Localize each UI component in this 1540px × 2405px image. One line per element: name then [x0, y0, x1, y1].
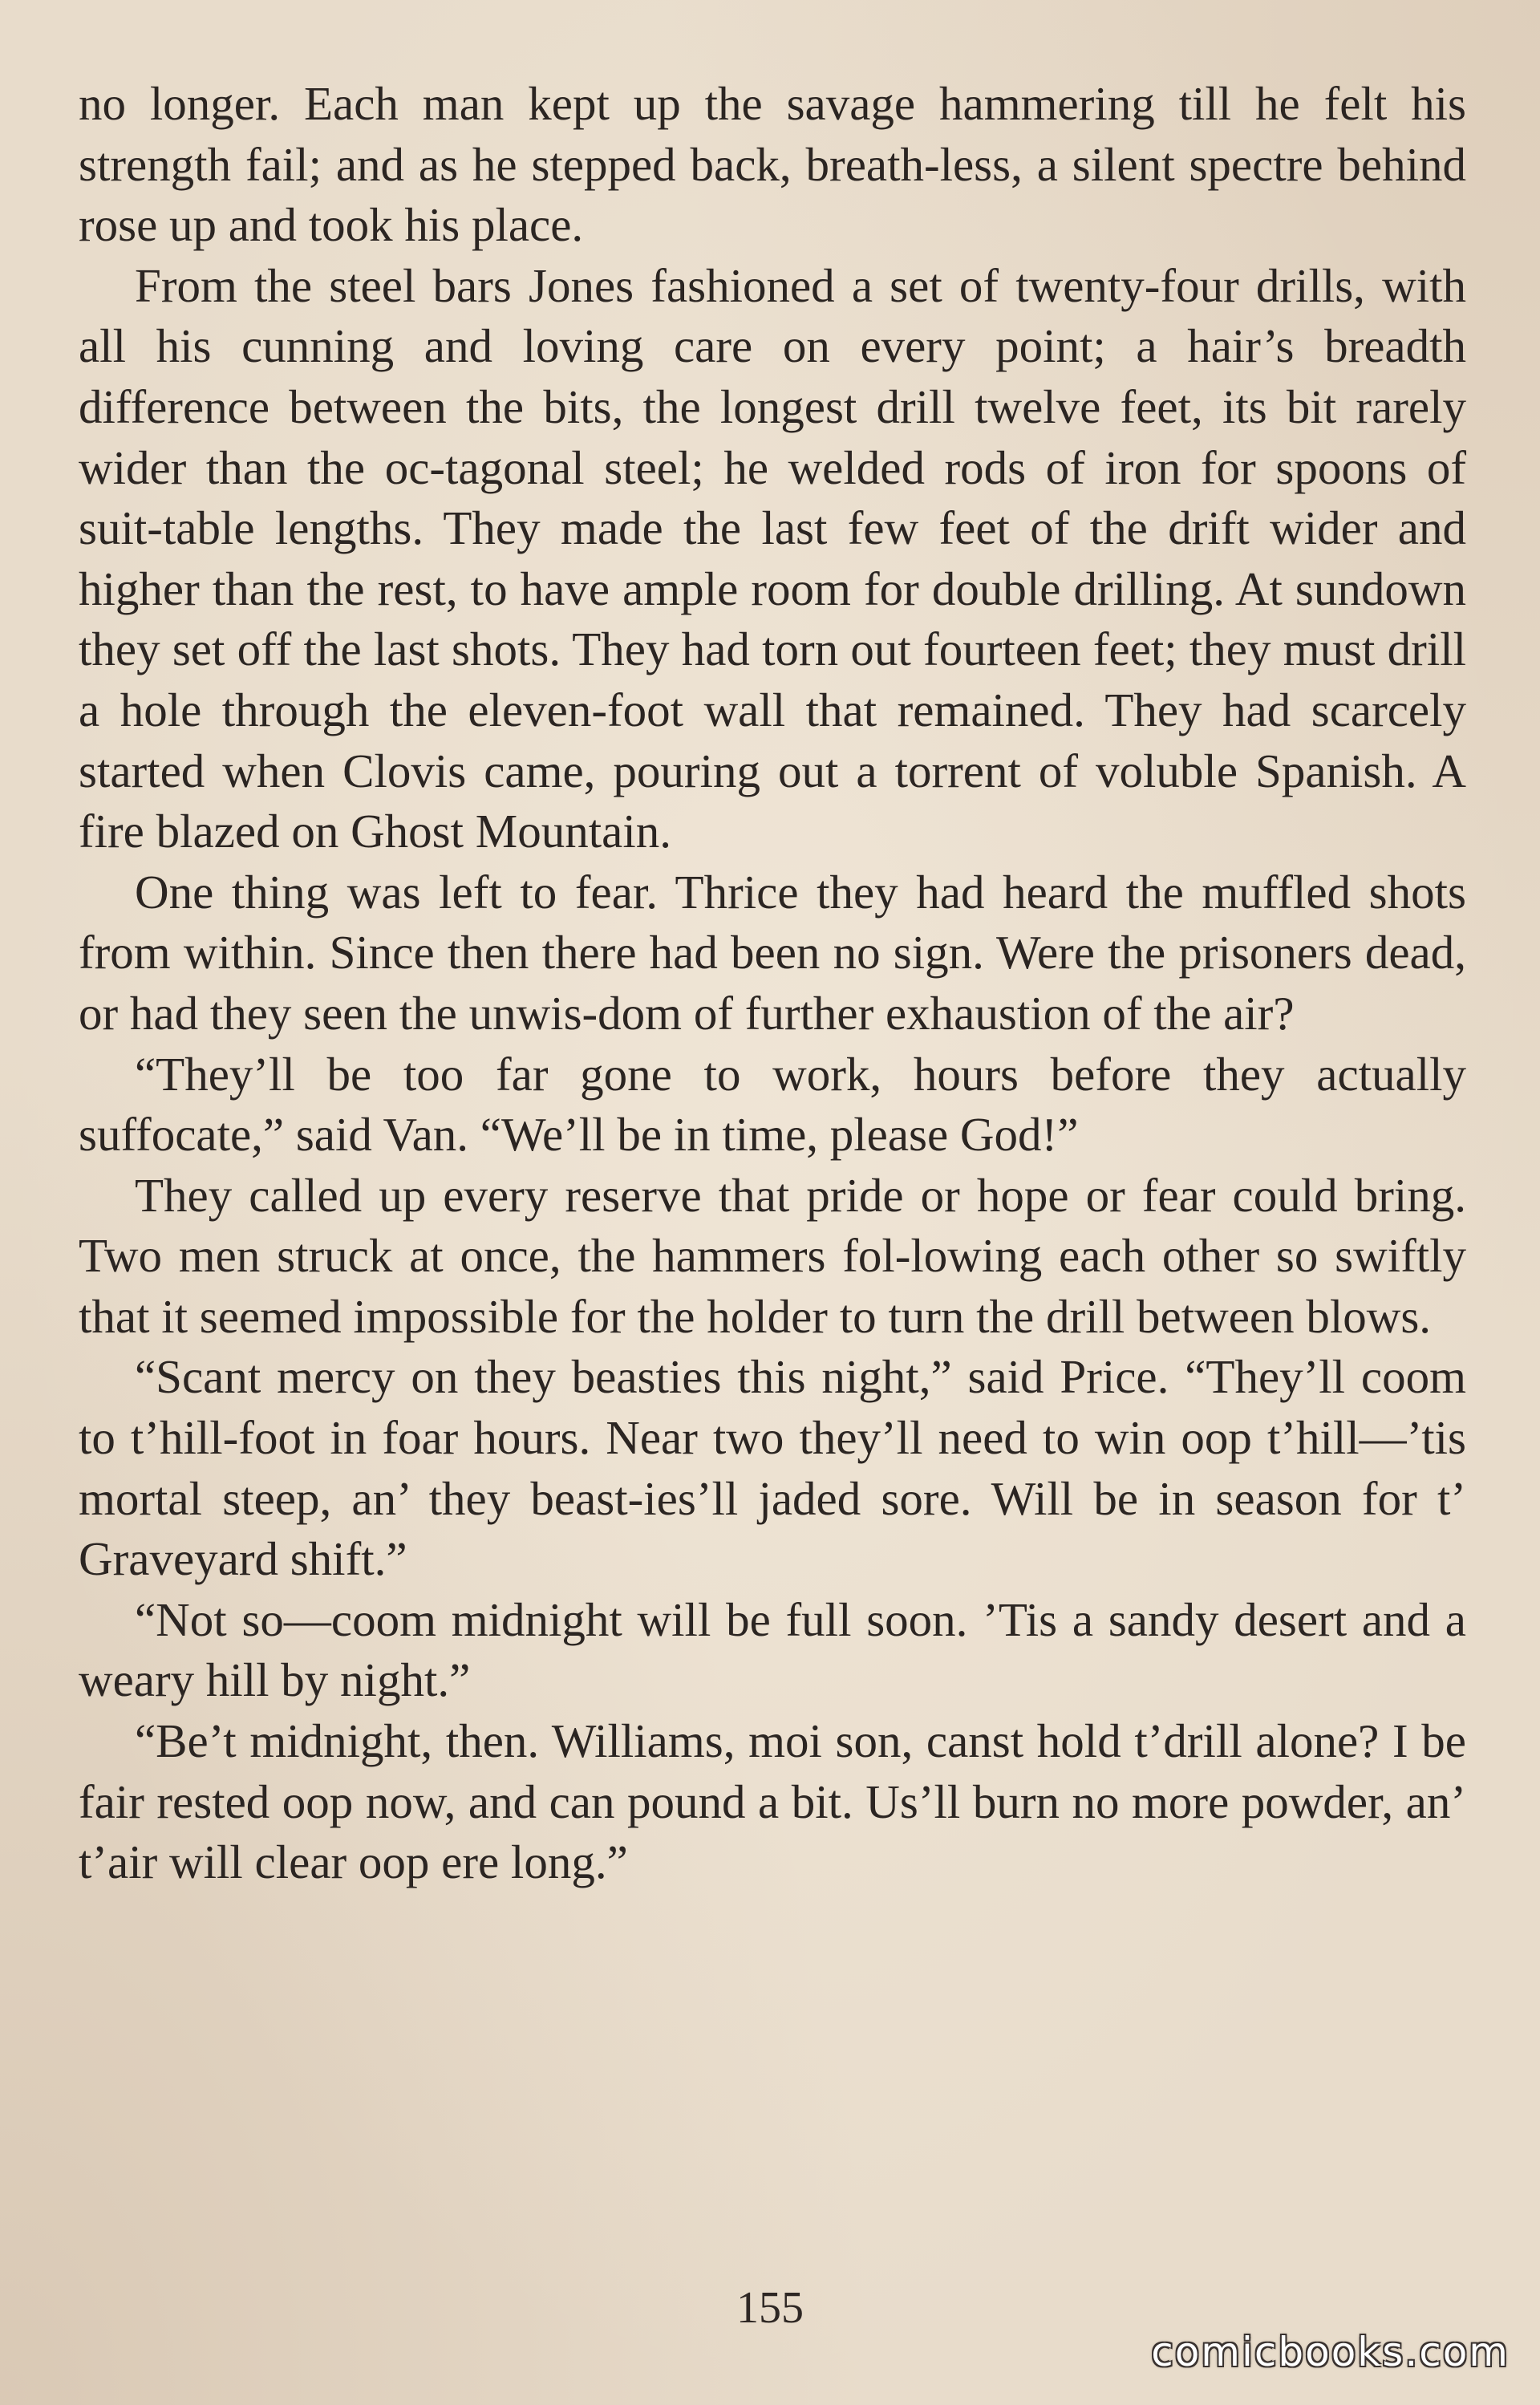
paragraph-5: They called up every reserve that pride or hope or fear could bring. Two men struck at once, the hammers fol-lowing each other so swiftly that it seemed impossible for the holder to turn the drill between blows. [79, 1168, 1466, 1343]
page-number: 155 [736, 2283, 804, 2333]
body-text [79, 74, 1466, 1893]
watermark: comicbooks.com [1151, 2329, 1510, 2375]
paragraph-1: no longer. Each man kept up the savage hammering till he felt his strength fail; and as he stepped back, breath-less, a silent spectre behind rose up and took his place. [79, 77, 1466, 252]
paragraph-6: “Scant mercy on they beasties this night,” said Price. “They’ll coom to t’hill-foot in foar hours. Near two they’ll need to win oop t’hill—’tis mortal steep, an’ they beast-ies’ll jaded sore. Will be in season for t’ Graveyard shift.” [79, 1350, 1466, 1586]
paragraph-3: One thing was left to fear. Thrice they had heard the muffled shots from within. Since then there had been no sign. Were the prisoners dead, or had they seen the unwis-dom of further exhaustion of the air? [79, 865, 1466, 1040]
paragraph-8: “Be’t midnight, then. Williams, moi son, canst hold t’drill alone? I be fair rested oop now, and can pound a bit. Us’ll burn no more powder, an’ t’air will clear oop ere long.” [79, 1714, 1466, 1889]
paragraph-4: “They’ll be too far gone to work, hours before they actually suffocate,” said Van. “We’ll be in time, please God!” [79, 1047, 1466, 1162]
paragraph-2: From the steel bars Jones fashioned a set of twenty-four drills, with all his cunning and loving care on every point; a hair’s breadth difference between the bits, the longest drill twelve feet, its bit rarely wider than the oc-tagonal steel; he welded rods of iron for spoons of suit-table lengths. They made the last few feet of the drift wider and higher than the rest, to have ample room for double drilling. At sundown they set off the last shots. They had torn out fourteen feet; they must drill a hole through the eleven-foot wall that remained. They had scarcely started when Clovis came, pouring out a torrent of voluble Spanish. A fire blazed on Ghost Mountain. [79, 258, 1466, 858]
paragraph-7: “Not so—coom midnight will be full soon. ’Tis a sandy desert and a weary hill by night.” [79, 1592, 1466, 1707]
